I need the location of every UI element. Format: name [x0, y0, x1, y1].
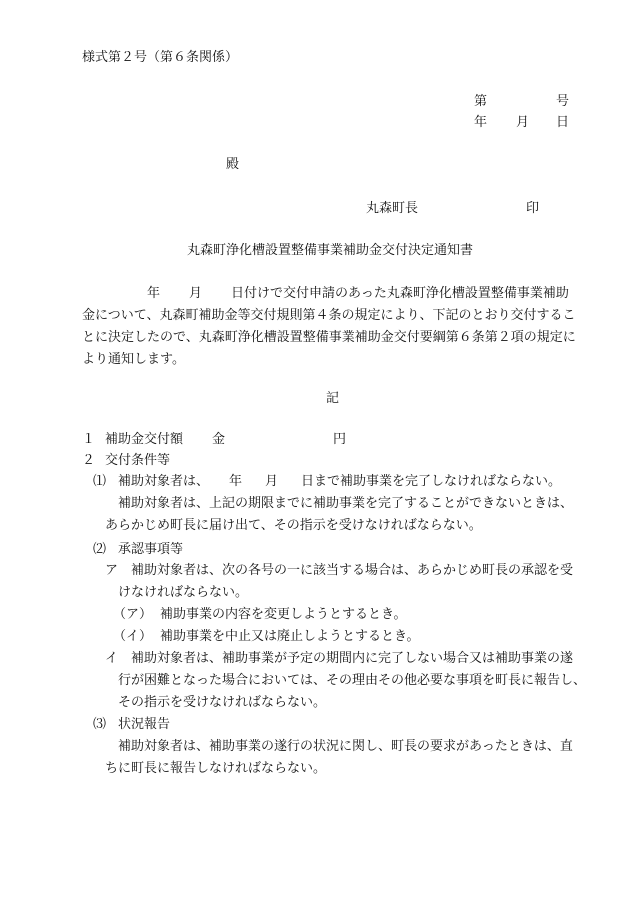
sub2-label: 承認事項等 [118, 542, 184, 557]
form-label: 様式第２号（第６条関係） [82, 50, 239, 65]
sub2-a2-text: 補助事業を中止又は廃止しようとするとき。 [160, 629, 420, 644]
sub1-number: ⑴ [93, 474, 107, 489]
sub2-i-mark: イ [105, 651, 119, 666]
body-year: 年 [147, 286, 161, 301]
sub3-label: 状況報告 [118, 717, 171, 732]
sub1-year: 年 [229, 474, 243, 489]
issuer-name: 丸森町長 [366, 201, 419, 216]
item1-number: １ [82, 432, 96, 447]
sub2-a-line-2: けなければならない。 [118, 585, 249, 600]
sub2-a1-mark: （ア） [113, 607, 153, 622]
sub1-line-3: あらかじめ町長に届け出て、その指示を受けなければならない。 [105, 518, 482, 533]
sub1-rest: 日まで補助事業を完了しなければならない。 [301, 474, 562, 489]
sub1-line-2: 補助対象者は、上記の期限までに補助事業を完了することができないときは、 [118, 496, 574, 511]
sub1-month: 月 [265, 474, 279, 489]
date-day: 日 [556, 115, 570, 130]
number-go: 号 [556, 94, 570, 109]
sub2-i-line-1: 補助対象者は、補助事業が予定の期間内に完了しない場合又は補助事業の遂 [131, 651, 574, 666]
sub2-a1-text: 補助事業の内容を変更しようとするとき。 [160, 607, 407, 622]
sub2-i-line-2: 行が困難となった場合においては、その理由その他必要な事項を町長に報告し、 [118, 673, 587, 688]
sub2-i-line-3: その指示を受けなければならない。 [118, 695, 327, 710]
item1-yen: 円 [333, 432, 347, 447]
body-line-4: より通知します。 [82, 352, 185, 367]
sub2-a2-mark: （イ） [113, 629, 153, 644]
body-line-2: 金について、丸森町補助金等交付規則第４条の規定により、下記のとおり交付するこ [82, 308, 576, 323]
item1-kin: 金 [212, 432, 226, 447]
addressee-suffix: 殿 [226, 157, 240, 172]
sub2-a-mark: ア [105, 563, 119, 578]
sub3-line-1: 補助対象者は、補助事業の遂行の状況に関し、町長の要求があったときは、直 [118, 739, 573, 754]
sub3-line-2: ちに町長に報告しなければならない。 [105, 761, 327, 776]
body-line-1: 日付けで交付申請のあった丸森町浄化槽設置整備事業補助 [231, 286, 569, 301]
ki-heading: 記 [326, 391, 340, 406]
item2-number: ２ [82, 453, 96, 468]
number-dai: 第 [474, 94, 488, 109]
date-year: 年 [474, 115, 488, 130]
issuer-seal: 印 [526, 201, 540, 216]
sub2-a-line-1: 補助対象者は、次の各号の一に該当する場合は、あらかじめ町長の承認を受 [131, 563, 574, 578]
sub1-text: 補助対象者は、 [118, 474, 210, 489]
sub2-number: ⑵ [93, 542, 107, 557]
body-month: 月 [189, 286, 203, 301]
item2-label: 交付条件等 [105, 453, 171, 468]
document-title: 丸森町浄化槽設置整備事業補助金交付決定通知書 [187, 243, 474, 258]
item1-label: 補助金交付額 [105, 432, 184, 447]
sub3-number: ⑶ [93, 717, 107, 732]
date-month: 月 [516, 115, 530, 130]
body-line-3: とに決定したので、丸森町浄化槽設置整備事業補助金交付要綱第６条第２項の規定に [82, 330, 576, 345]
